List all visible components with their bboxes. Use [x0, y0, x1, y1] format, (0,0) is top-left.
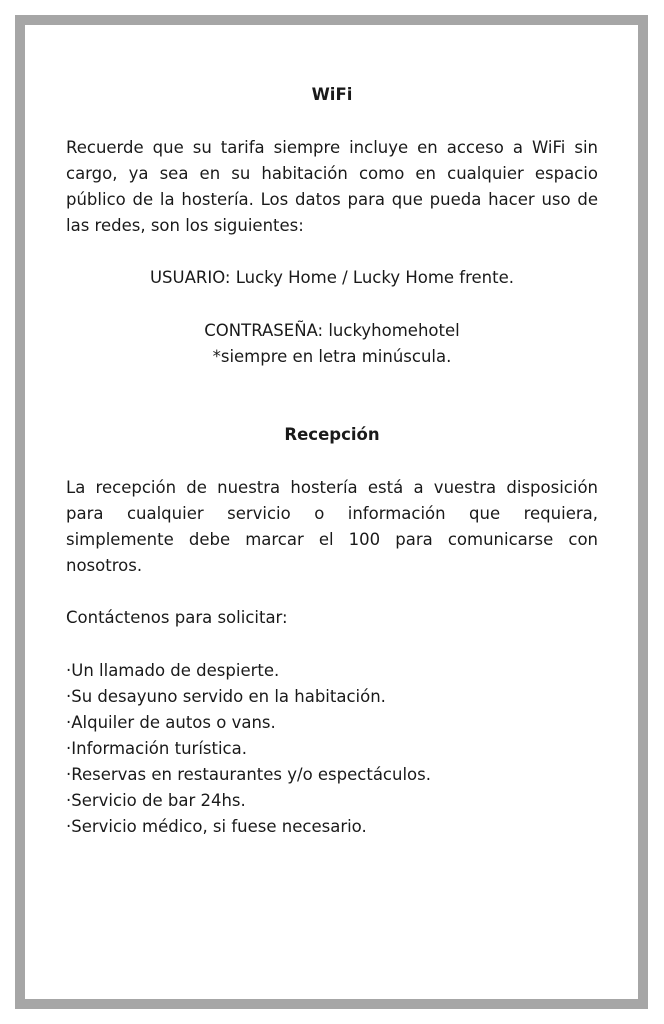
list-item: ·Un llamado de despierte.: [66, 661, 280, 680]
wifi-usuario: USUARIO: Lucky Home / Lucky Home frente.: [149, 268, 514, 287]
list-item: ·Reservas en restaurantes y/o espectáculos.: [66, 765, 431, 784]
recepcion-title: Recepción: [284, 425, 380, 444]
servicios-list: [66, 658, 598, 840]
recepcion-intro: La recepción de nuestra hostería está a vuestra disposición para cualquier servicio o información que requiera, simplemente debe marcar el 100 para comunicarse con nosotros.: [66, 478, 598, 575]
list-item: ·Servicio de bar 24hs.: [66, 791, 246, 810]
wifi-nota: *siempre en letra minúscula.: [212, 347, 452, 366]
recepcion-contacto: Contáctenos para solicitar:: [66, 608, 288, 627]
list-item: ·Servicio médico, si fuese necesario.: [66, 817, 367, 836]
page-frame: [15, 15, 648, 1009]
list-item: ·Su desayuno servido en la habitación.: [66, 687, 386, 706]
list-item: ·Alquiler de autos o vans.: [66, 713, 276, 732]
wifi-title: WiFi: [311, 85, 353, 104]
list-item: ·Información turística.: [66, 739, 247, 758]
wifi-contrasena: CONTRASEÑA: luckyhomehotel: [204, 321, 460, 340]
wifi-intro: Recuerde que su tarifa siempre incluye en acceso a WiFi sin cargo, ya sea en su habitación como en cualquier espacio público de la hostería. Los datos para que pueda hacer uso de las redes, son los siguientes:: [66, 138, 598, 235]
